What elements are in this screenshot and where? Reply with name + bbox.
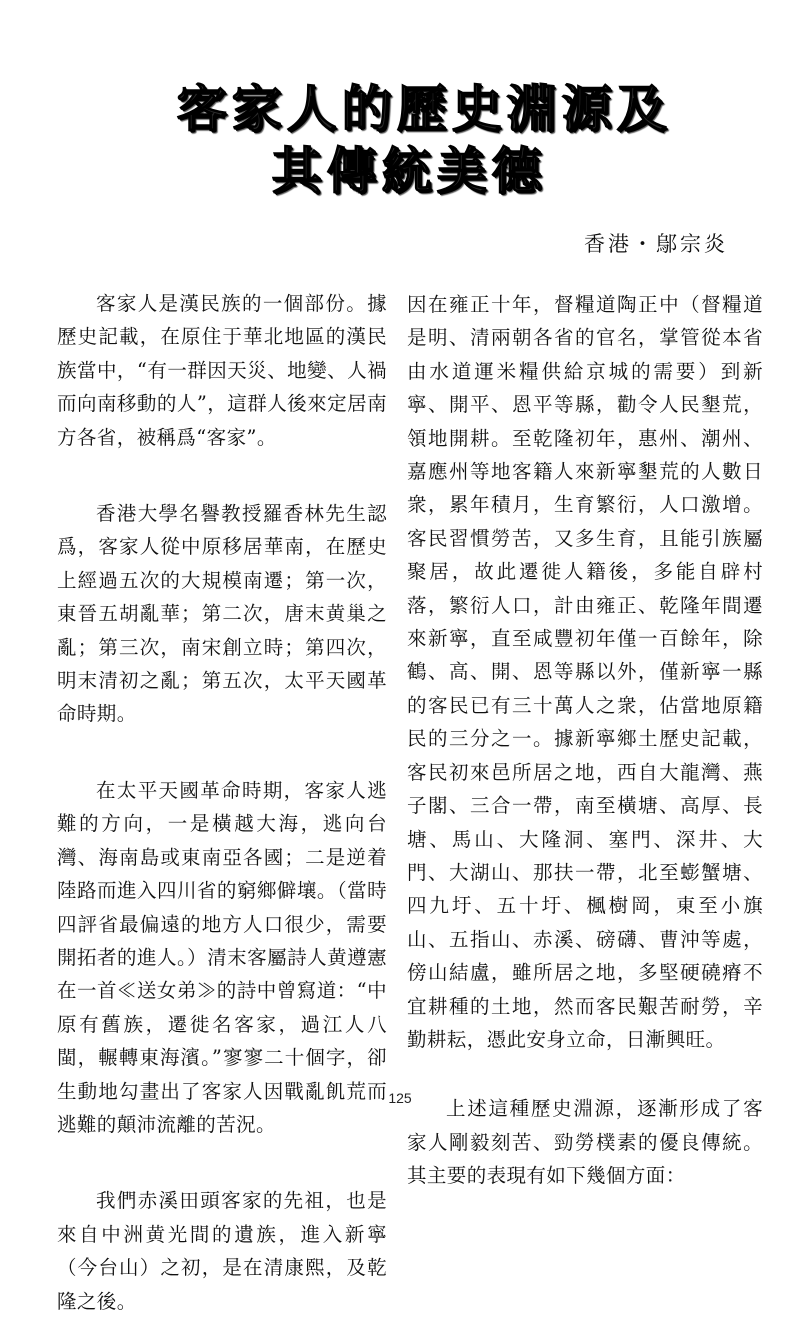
author-byline: 香港・鄔宗炎 [584, 232, 728, 256]
title-line-1: 客家人的歷史淵源及 [176, 80, 672, 138]
paragraph-gap [57, 731, 387, 774]
paragraph: 在太平天國革命時期，客家人逃難的方向，一是橫越大海，逃向台灣、海南島或東南亞各國；二是逆着陸路而進入四川省的窮鄉僻壤。（當時四評省最偏遠的地方人口很少，需要開拓者的進人。）清末客屬詩人黄遵憲在一首≪送女弟≫的詩中曾寫道：“中原有舊族，遷徙名客家，過江人八閩，輾轉東海濱。”寥寥二十個字，卻生動地勾畫出了客家人因戰亂飢荒而逃難的顛沛流離的苦況。 [57, 778, 387, 1136]
paragraph: 我們赤溪田頭客家的先祖，也是來自中洲黄光間的遺族，進入新寧（今台山）之初，是在清康熙，及乾隆之後。 [57, 1189, 387, 1313]
left-column [57, 287, 387, 1318]
paragraph-gap [57, 454, 387, 497]
paragraph: 香港大學名譽教授羅香林先生認爲，客家人從中原移居華南，在歷史上經過五次的大規模南遷；第一次，東晉五胡亂華；第二次，唐末黄巢之亂；第三次，南宋創立時；第四次，明末清初之亂；第五次，太平天國革命時期。 [57, 502, 387, 726]
page-number: 125 [388, 1090, 412, 1106]
right-column [407, 288, 763, 1193]
paragraph: 因在雍正十年，督糧道陶正中（督糧道是明、清兩朝各省的官名，掌管從本省由水道運米糧供給京城的需要）到新寧、開平、恩平等縣，勸令人民墾荒，領地開耕。至乾隆初年，惠州、潮州、嘉應州等地客籍人來新寧墾荒的人數日衆，累年積月，生育繁衍，人口激增。客民習慣勞苦，又多生育，且能引族屬聚居，故此遷徙人籍後，多能自辟村落，繁衍人口，計由雍正、乾隆年間遷來新寧，直至咸豐初年僅一百餘年，除鶴、高、開、恩等縣以外，僅新寧一縣的客民已有三十萬人之衆，佔當地原籍民的三分之一。據新寧鄉土歷史記載，客民初來邑所居之地，西自大龍灣、燕子閣、三合一帶，南至橫塘、高厚、長塘、馬山、大隆洞、塞門、深井、大門、大湖山、那扶一帶，北至蟛蟹塘、四九圩、五十圩、楓樹岡，東至小旗山、五指山、赤溪、磅礴、曹沖等處，傍山結盧，雖所居之地，多堅硬磽瘠不宜耕種的土地，然而客民艱苦耐勞，辛勤耕耘，憑此安身立命，日漸興旺。 [407, 293, 763, 1051]
paragraph: 上述這種歷史淵源，逐漸形成了客家人剛毅刻苦、勁勞樸素的優良傳統。其主要的表現有如下幾個方面： [407, 1097, 763, 1188]
article-title [0, 78, 800, 202]
title-line-2: 其傳統美德 [271, 142, 547, 200]
paragraph-gap [57, 1141, 387, 1184]
paragraph: 客家人是漢民族的一個部份。據歷史記載，在原住于華北地區的漢民族當中，“有一群因天災、地變、人禍而向南移動的人”，這群人後來定居南方各省，被稱爲“客家”。 [57, 292, 387, 449]
paragraph-gap [407, 1056, 763, 1092]
